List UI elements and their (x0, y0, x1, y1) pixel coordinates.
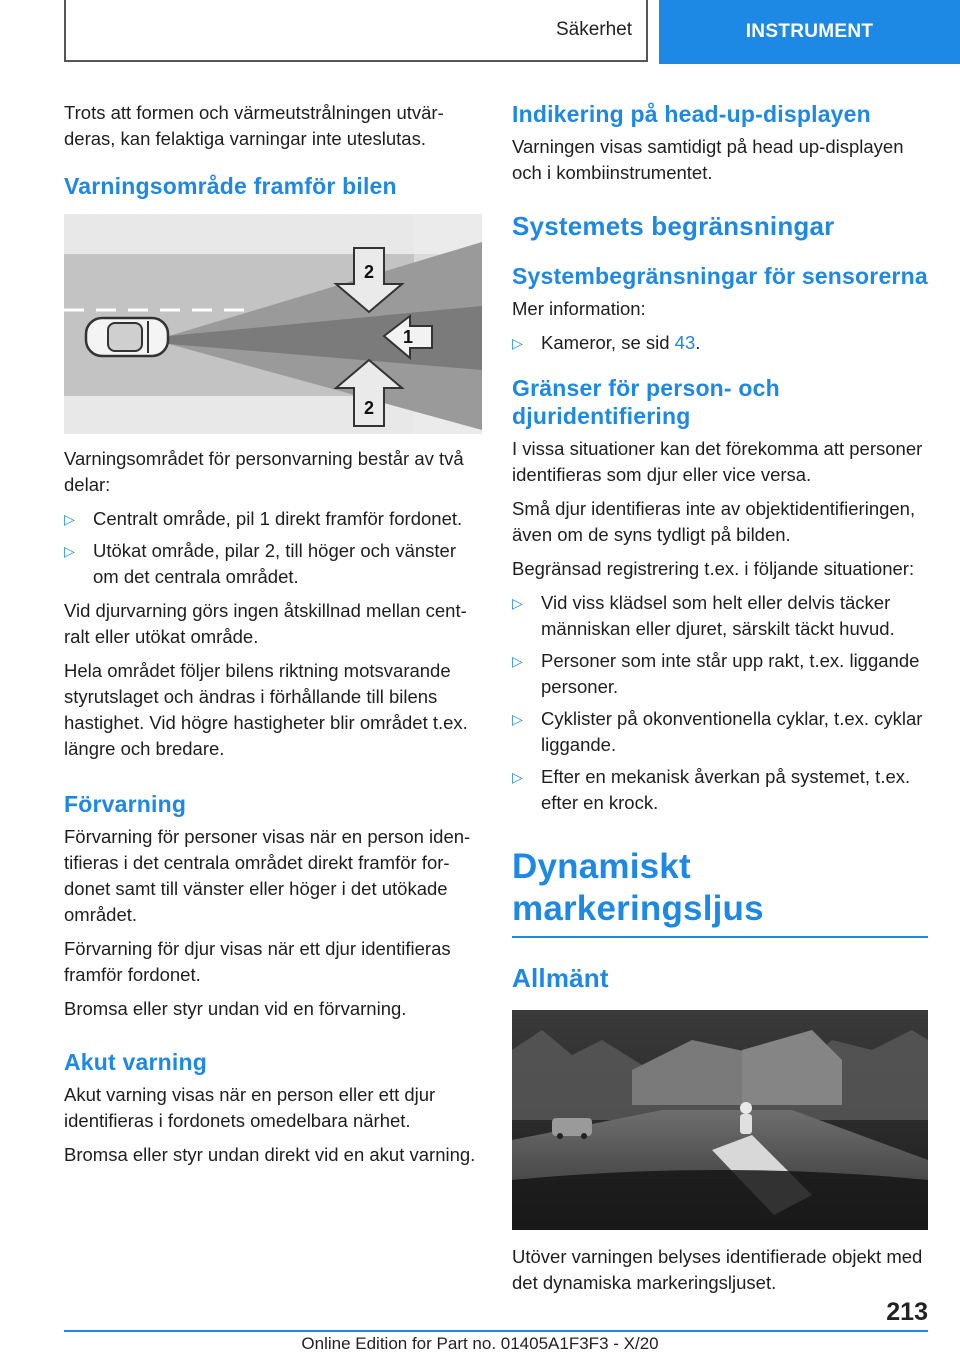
ident-paragraph-3: Begränsad registrering t.ex. i följande situationer: (512, 558, 915, 579)
heading-general: Allmänt (512, 963, 609, 993)
night-scene-image (512, 1010, 928, 1230)
warning-area-figure (64, 214, 482, 434)
list-item: ▷ Efter en mekanisk åverkan på systemet, t.ex. efter en krock. (512, 766, 911, 813)
ident-list (512, 590, 928, 816)
ident-paragraph-2: Små djur identifieras inte av objektidentifieringen, även om de syns tydligt på bilden. (512, 498, 916, 545)
header-chapter-label: INSTRUMENT (745, 21, 874, 42)
prewarning-paragraph-2: Förvarning för djur visas när ett djur identifieras framför fordonet. (64, 938, 451, 985)
triangle-bullet-icon: ▷ (512, 595, 523, 611)
header-chapter-tab[interactable] (659, 0, 960, 64)
prewarning-paragraph-1: Förvarning för personer visas när en person identifieras i det centrala området direkt framför fordonet samt till vänster eller höger i det utökade området. (64, 826, 471, 925)
triangle-bullet-icon: ▷ (512, 769, 523, 785)
list-item: ▷ Personer som inte står upp rakt, t.ex. liggande personer. (512, 650, 920, 697)
hud-paragraph: Varningen visas samtidigt på head up-displayen och i kombiinstrumentet. (512, 136, 904, 183)
acute-paragraph-2: Bromsa eller styr undan direkt vid en akut varning. (64, 1144, 476, 1165)
intro-paragraph: Trots att formen och värmeutstrålningen utvärderas, kan felaktiga varningar inte uteslutas. (64, 102, 444, 149)
heading-system-limits: Systemets begränsningar (512, 211, 835, 241)
footer-divider (64, 1330, 928, 1332)
car-icon (86, 318, 168, 356)
arrow-1-label: 1 (402, 327, 414, 347)
acute-paragraph-1: Akut varning visas när en person eller ett djur identifieras i fordonets omedelbara närhet. (64, 1084, 436, 1131)
night-scene-photo (512, 1010, 928, 1230)
arrow-2-bottom-label: 2 (363, 398, 375, 418)
page-43-link[interactable]: 43 (674, 332, 696, 353)
heading-sensor-limits: Systembegränsningar för sensorerna (512, 263, 928, 289)
sensor-list (512, 330, 928, 356)
heading-warning-area: Varningsområde framför bilen (64, 173, 397, 199)
list-item: ▷ Centralt område, pil 1 direkt framför fordonet. (64, 506, 482, 532)
list-item: ▷ Vid viss klädsel som helt eller delvis täcker människan eller djuret, särskilt täckt huvud. (512, 592, 895, 639)
pedestrian-icon (740, 1102, 752, 1134)
heading-acute-warning: Akut varning (64, 1049, 207, 1075)
triangle-bullet-icon: ▷ (512, 653, 523, 669)
right-column (512, 100, 928, 1304)
more-info-label: Mer information: (512, 298, 646, 319)
area-description: Varningsområdet för personvarning består av två delar: (64, 448, 464, 495)
list-item: ▷ Cyklister på okonventionella cyklar, t.ex. cyklar liggande. (512, 708, 923, 755)
car-icon (552, 1118, 592, 1139)
animal-paragraph: Vid djurvarning görs ingen åtskillnad mellan centralt eller utökat område. (64, 600, 467, 647)
left-column (64, 100, 482, 1176)
heading-hud: Indikering på head-up-displayen (512, 101, 871, 127)
arrow-2-top-label: 2 (363, 262, 375, 282)
ident-paragraph-1: I vissa situationer kan det förekomma att personer identifieras som djur eller vice versa. (512, 438, 923, 485)
triangle-bullet-icon: ▷ (512, 711, 523, 727)
footer-edition: Online Edition for Part no. 01405A1F3F3 - X/20 (301, 1334, 659, 1353)
heading-identification-limits: Gränser för person- och djuridentifiering (512, 375, 780, 429)
area-list (64, 506, 482, 590)
heading-prewarning: Förvarning (64, 791, 187, 817)
list-item: ▷ Utökat område, pilar 2, till höger och vänster om det centrala området. (64, 540, 456, 587)
dynamic-light-paragraph: Utöver varningen belyses identifierade objekt med det dynamiska markeringsljuset. (512, 1246, 923, 1293)
triangle-bullet-icon: ▷ (512, 335, 523, 351)
triangle-bullet-icon: ▷ (64, 511, 75, 527)
header-section-tab (64, 0, 648, 62)
prewarning-paragraph-3: Bromsa eller styr undan vid en förvarning. (64, 998, 407, 1019)
warning-area-diagram (64, 214, 482, 434)
header-section-label: Säkerhet (555, 19, 632, 40)
follow-paragraph: Hela området följer bilens riktning motsvarande styrutslaget och ändras i förhållande till bilens hastighet. Vid högre hastigheter blir området t.ex. längre och bredare. (64, 660, 468, 759)
heading-dynamic-marking-light: Dynamiskt markeringsljus (512, 846, 928, 938)
page-number: 213 (886, 1298, 928, 1326)
triangle-bullet-icon: ▷ (64, 543, 75, 559)
list-item: ▷ Kameror, se sid 43. (512, 330, 928, 356)
